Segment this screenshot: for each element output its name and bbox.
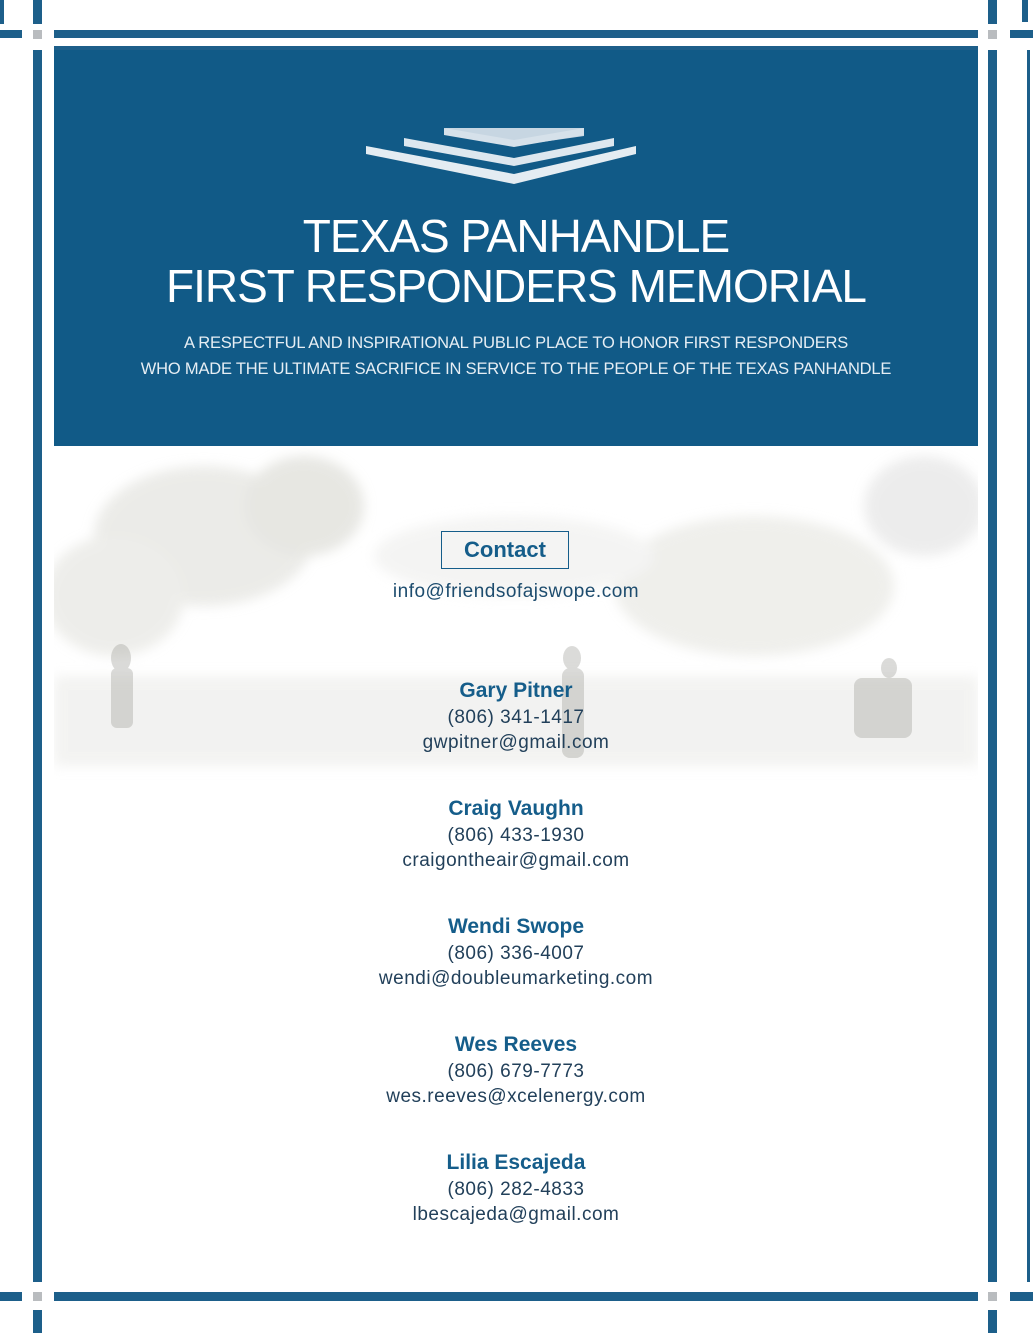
border-right-corner-bottom <box>1010 1292 1033 1301</box>
border-right-outer <box>988 50 997 1282</box>
border-left-corner-top <box>0 30 22 38</box>
page-title-line1: TEXAS PANHANDLE <box>302 210 730 262</box>
person-email[interactable]: gwpitner@gmail.com <box>422 732 610 753</box>
border-far-right-top <box>1022 0 1028 22</box>
border-left-outer <box>33 50 42 1282</box>
person-gary-pitner <box>54 677 978 755</box>
border-right-top-stub <box>988 0 997 24</box>
person-name: Lilia Escajeda <box>446 1151 586 1174</box>
person-wendi-swope <box>54 913 978 991</box>
person-name: Gary Pitner <box>459 679 573 702</box>
border-left-bottom-stub <box>33 1310 42 1333</box>
border-right-corner-top <box>1010 30 1033 38</box>
person-email[interactable]: craigontheair@gmail.com <box>402 850 630 871</box>
border-bottom-outer <box>54 1292 978 1301</box>
person-phone[interactable]: (806) 433-1930 <box>447 825 585 846</box>
subtitle-line2: WHO MADE THE ULTIMATE SACRIFICE IN SERVICE TO THE PEOPLE OF THE TEXAS PANHANDLE <box>140 360 892 378</box>
header-banner <box>54 50 978 446</box>
person-name: Wes Reeves <box>454 1033 578 1056</box>
person-lilia-escajeda <box>54 1149 978 1227</box>
border-left-corner-bottom <box>0 1292 22 1301</box>
border-far-left-top <box>0 0 4 24</box>
person-phone[interactable]: (806) 336-4007 <box>447 943 585 964</box>
subtitle-line1: A RESPECTFUL AND INSPIRATIONAL PUBLIC PLACE TO HONOR FIRST RESPONDERS <box>183 334 849 352</box>
person-wes-reeves <box>54 1031 978 1109</box>
person-email[interactable]: wendi@doubleumarketing.com <box>378 968 654 989</box>
person-name: Wendi Swope <box>447 915 585 938</box>
person-name: Craig Vaughn <box>448 797 584 820</box>
border-left-top-stub <box>33 0 42 24</box>
chevron-wings-logo-icon <box>366 128 636 190</box>
memorial-park-backdrop <box>54 446 978 846</box>
person-email[interactable]: wes.reeves@xcelenergy.com <box>386 1086 646 1107</box>
contact-email-link[interactable]: info@friendsofajswope.com <box>392 581 640 602</box>
person-craig-vaughn <box>54 795 978 873</box>
person-phone[interactable]: (806) 282-4833 <box>447 1179 585 1200</box>
person-phone[interactable]: (806) 341-1417 <box>447 707 585 728</box>
corner-square-tr <box>988 30 997 39</box>
corner-square-tl <box>33 30 42 39</box>
person-email[interactable]: lbescajeda@gmail.com <box>412 1204 620 1225</box>
corner-square-br <box>988 1292 997 1301</box>
corner-square-bl <box>33 1292 42 1301</box>
contact-heading: Contact <box>441 531 569 569</box>
border-top-outer <box>54 30 978 38</box>
border-right-bottom-stub <box>988 1310 997 1333</box>
page-title-line2: FIRST RESPONDERS MEMORIAL <box>165 260 867 312</box>
border-far-right-line <box>1027 50 1030 1282</box>
person-phone[interactable]: (806) 679-7773 <box>447 1061 585 1082</box>
